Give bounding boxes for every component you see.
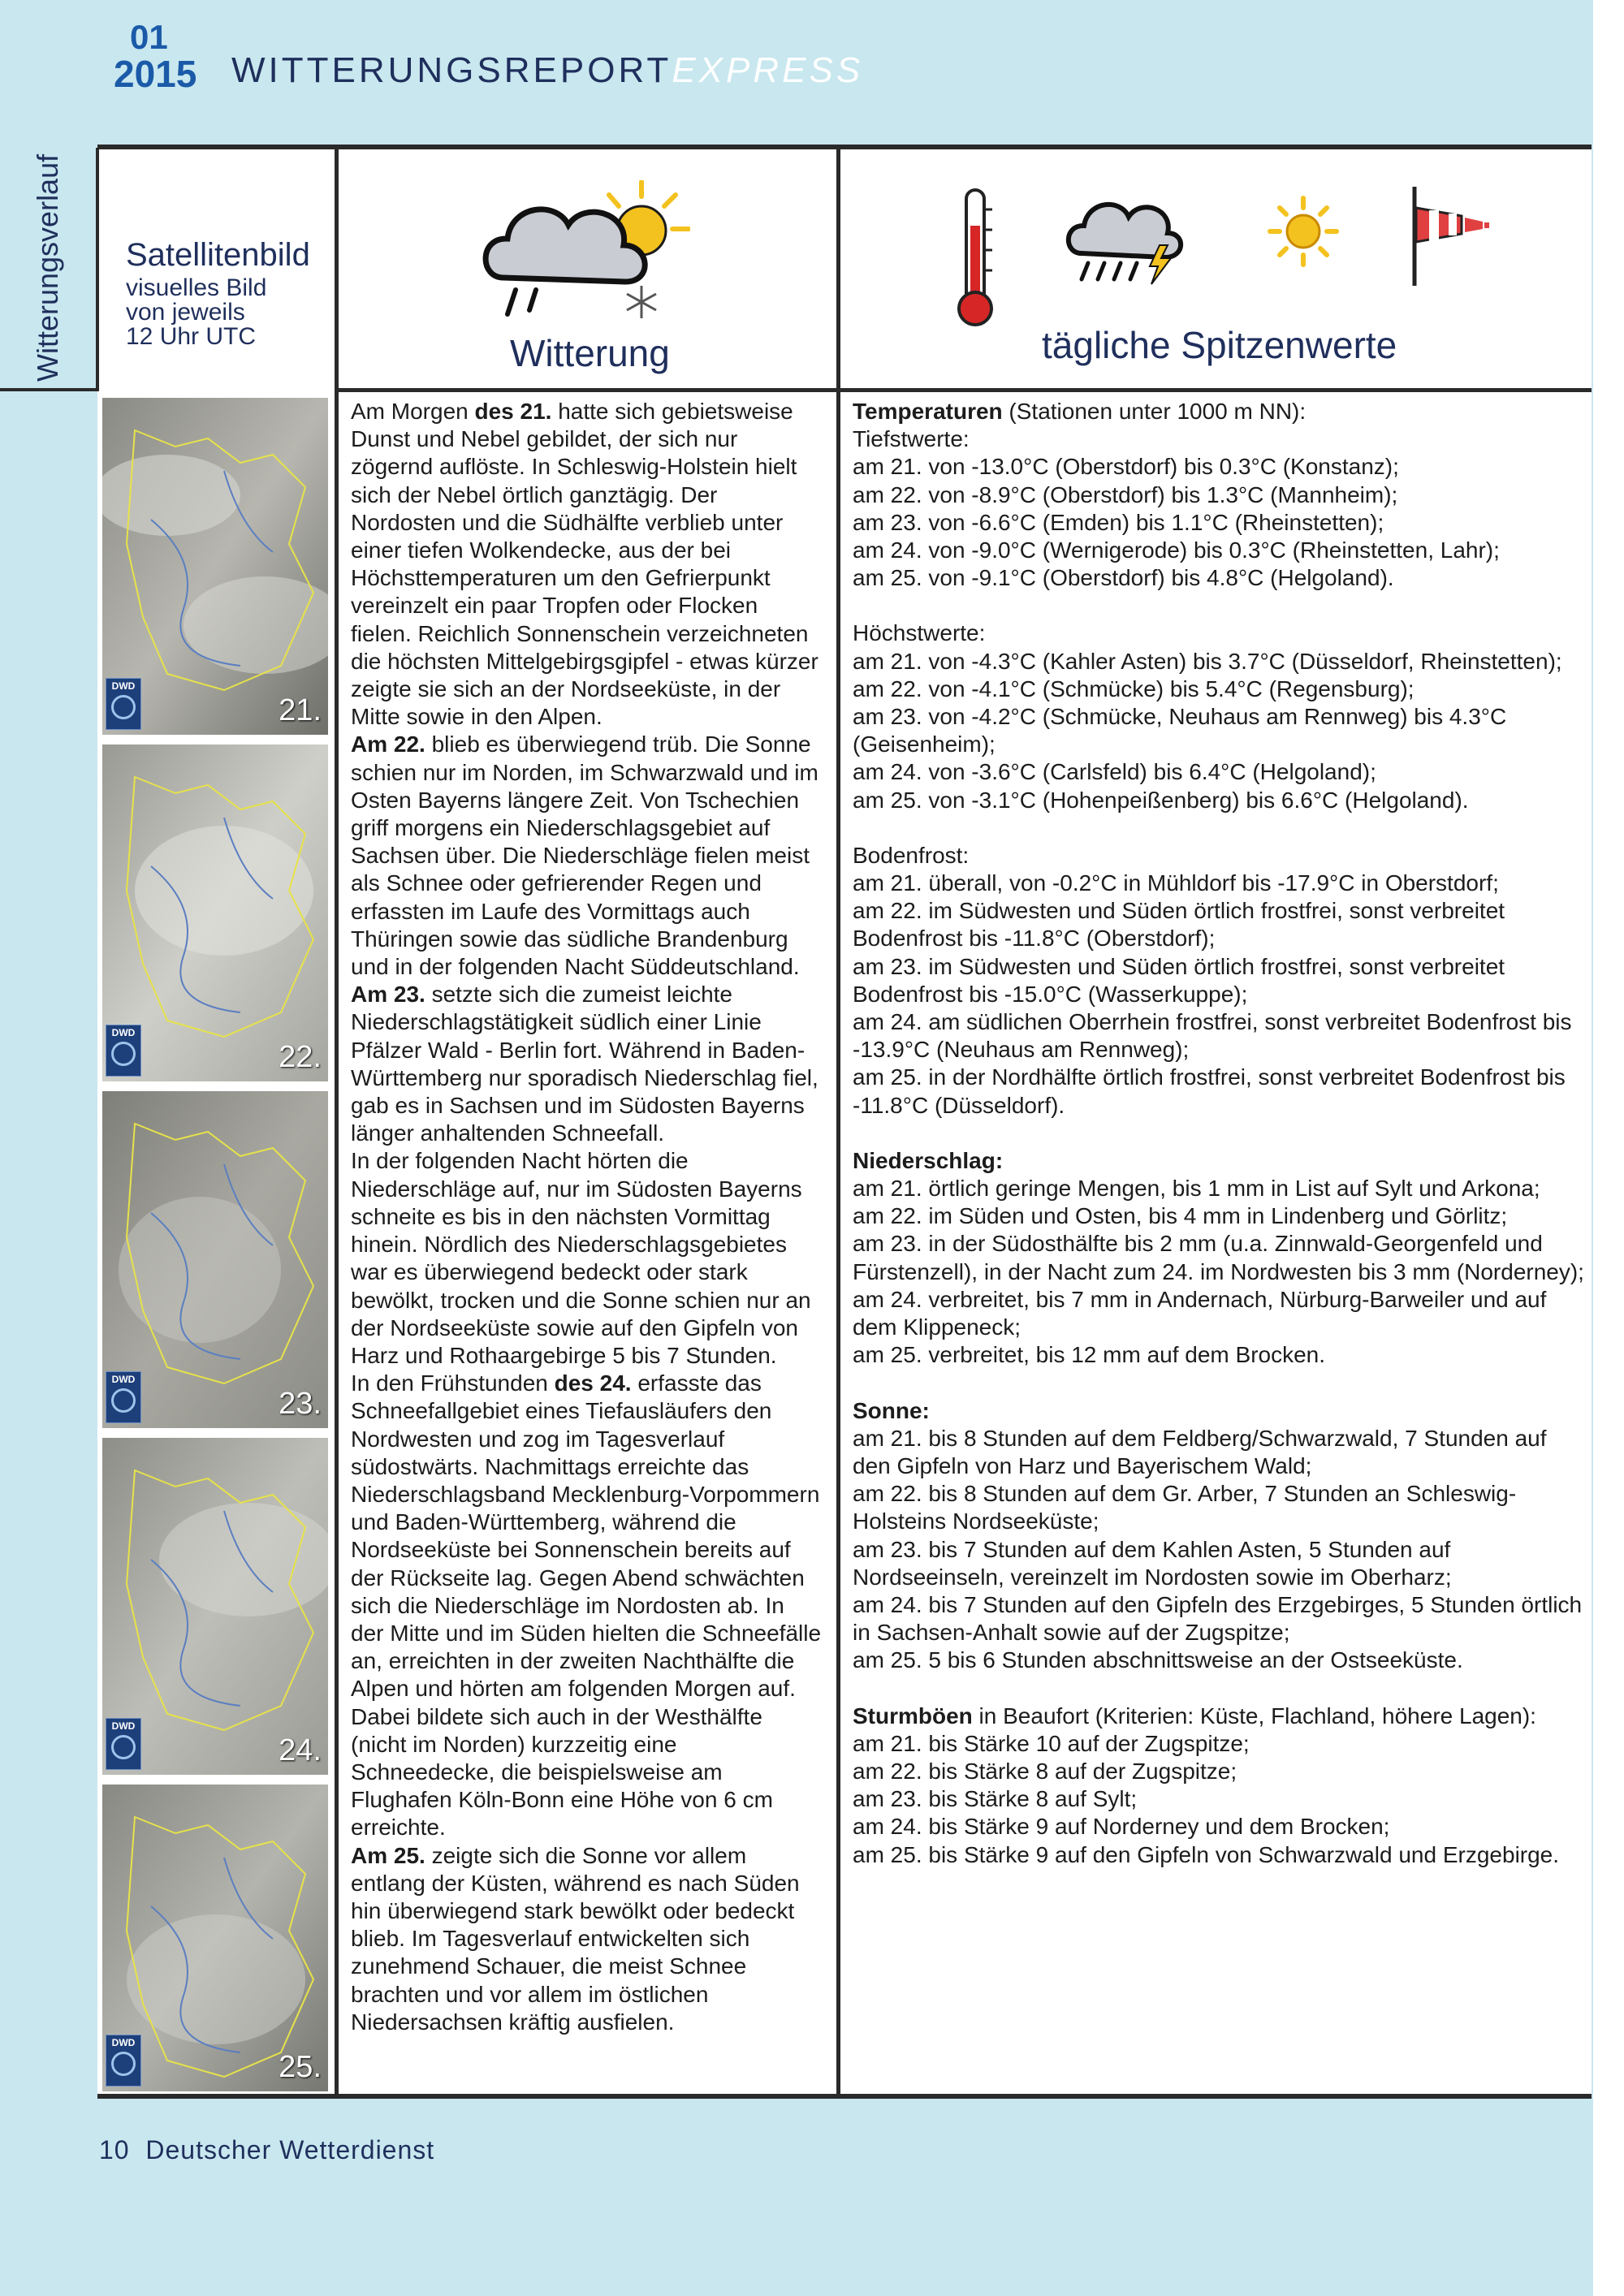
peaks-line: am 21. überall, von -0.2°C in Mühldorf bis -17.9°C in Oberstdorf; [853, 870, 1499, 896]
report-title-main: WITTERUNGSREPORT [231, 50, 672, 90]
satellite-title: Satellitenbild [126, 237, 310, 273]
thermometer-icon [948, 185, 1005, 331]
weather-paragraph [351, 981, 822, 1147]
weather-paragraph [351, 1842, 822, 2036]
report-title [231, 50, 863, 91]
peaks-line: am 23. von -4.2°C (Schmücke, Neuhaus am Rennweg) bis 4.3°C (Geisenheim); [853, 704, 1507, 757]
peaks-line: am 22. von -4.1°C (Schmücke) bis 5.4°C (Regensburg); [853, 675, 1415, 701]
satellite-image-24 [102, 1438, 328, 1775]
peaks-line: am 24. verbreitet, bis 7 mm in Andernach, Nürburg-Barweiler und auf dem Klippeneck; [853, 1286, 1547, 1340]
peaks-line: am 23. von -6.6°C (Emden) bis 1.1°C (Rheinstetten); [853, 509, 1384, 535]
issue-number: 01 [130, 18, 168, 56]
satellite-image-23 [102, 1091, 328, 1428]
satellite-image-21 [102, 398, 328, 735]
dwd-logo: DWD [106, 1371, 141, 1423]
dwd-logo: DWD [106, 678, 141, 730]
side-label-rule [0, 388, 99, 391]
peaks-block [853, 842, 1587, 1120]
block-spacer [853, 592, 1587, 619]
weather-paragraph [351, 1147, 822, 1370]
satellite-day-label: 24. [279, 1733, 322, 1767]
peaks-line: am 21. von -4.3°C (Kahler Asten) bis 3.7°C (Düsseldorf, Rheinstetten); [853, 648, 1562, 674]
peaks-block [853, 1703, 1587, 1869]
satellite-day-label: 25. [279, 2050, 322, 2084]
peaks-line: am 23. in der Südosthälfte bis 2 mm (u.a. Zinnwald-Georgenfeld und Fürstenzell), in der Nacht zum 24. im Nordwesten bis 3 mm (Norderney); [853, 1231, 1584, 1284]
block-spacer [853, 1370, 1587, 1397]
weather-text [351, 398, 822, 2036]
peaks-heading-suffix: in Beaufort (Kriterien: Küste, Flachland, höhere Lagen): [972, 1703, 1536, 1728]
weather-day-highlight: des 24. [554, 1370, 632, 1396]
weather-text-segment: hatte sich gebietsweise Dunst und Nebel gebildet, der sich nur zögernd auflöste. In Schleswig-Holstein hielt sich der Nebel örtlich ganztägig. Der Nordosten und die Südhälfte verblieb unter einer tiefen Wolkendecke, aus der bei Höchsttemperaturen um den Gefrierpunkt vereinzelt ein paar Tropfen oder Flocken fielen. Reichlich Sonnenschein verzeichneten die höchsten Mittelgebirgsgipfel - etwas kürzer zeigte sie sich an der Nordseeküste, in der Mitte sowie in den Alpen. [351, 399, 818, 730]
peaks-line: am 21. bis Stärke 10 auf der Zugspitze; [853, 1730, 1250, 1756]
peaks-text [853, 398, 1587, 1869]
peaks-line: am 23. im Südwesten und Süden örtlich frostfrei, sonst verbreitet Bodenfrost bis -15.0°C (Wasserkuppe); [853, 953, 1505, 1007]
satellite-subtitle-line: visuelles Bild [126, 274, 267, 301]
weather-day-highlight: des 21. [474, 399, 552, 424]
peaks-block [853, 1147, 1587, 1370]
peaks-line: am 25. 5 bis 6 Stunden abschnittsweise an der Ostseeküste. [853, 1647, 1463, 1673]
peaks-line: am 23. bis Stärke 8 auf Sylt; [853, 1786, 1138, 1812]
peaks-block-heading [853, 1703, 1587, 1730]
dwd-logo: DWD [106, 1025, 141, 1077]
peaks-block-heading [853, 1147, 1587, 1175]
peaks-column-title: tägliche Spitzenwerte [1042, 324, 1397, 366]
weather-text-segment: zeigte sich die Sonne vor allem entlang der Küsten, während es nach Süden hin überwiegend stark bewölkt oder bedeckt blieb. Im Tagesverlauf entwickelten sich zunehmend Schauer, die meist Schnee brachten und vor allem im östlichen Niedersachsen kräftig ausfielen. [351, 1842, 800, 2035]
peaks-line: am 22. bis 8 Stunden auf dem Gr. Arber, 7 Stunden an Schleswig-Holsteins Nordseeküste; [853, 1481, 1517, 1534]
satellite-day-label: 23. [279, 1387, 322, 1421]
peaks-header-rule [836, 388, 1592, 392]
weather-text-segment: blieb es überwiegend trüb. Die Sonne schien nur im Norden, im Schwarzwald und im Osten Bayerns längere Zeit. Von Tschechien griff morgens ein Niederschlagsgebiet auf Sachsen über. Die Niederschläge fielen meist als Schnee oder gefrierender Regen und erfassten im Laufe des Vormittags auch Thüringen sowie das südliche Brandenburg und in der folgenden Nacht Süddeutschland. [351, 732, 818, 980]
peaks-line: Höchstwerte: [853, 620, 986, 646]
publisher-name: Deutscher Wetterdienst [145, 2135, 435, 2164]
satellite-subtitle [126, 276, 266, 349]
weather-paragraph [351, 731, 822, 981]
weather-paragraph [351, 398, 822, 731]
block-spacer [853, 1675, 1587, 1703]
weather-paragraph [351, 1370, 822, 1841]
peaks-block [853, 398, 1587, 592]
weather-text-segment: In der folgenden Nacht hörten die Niederschläge auf, nur im Südosten Bayerns schneite es bis in den nächsten Vormittag hinein. Nördlich des Niederschlagsgebietes war es überwiegend bedeckt oder stark bewölkt, trocken und die Sonne schien nur an der Nordseeküste sowie auf den Gipfeln von Harz und Rothaargebirge 5 bis 7 Stunden. [351, 1148, 811, 1368]
satellite-day-label: 22. [279, 1040, 322, 1074]
peaks-line: am 24. bis 7 Stunden auf den Gipfeln des Erzgebirges, 5 Stunden örtlich in Sachsen-Anhalt sowie auf der Zugspitze; [853, 1591, 1583, 1646]
peaks-line: am 21. örtlich geringe Mengen, bis 1 mm in List auf Sylt und Arkona; [853, 1176, 1540, 1202]
weather-day-highlight: Am 23. [351, 982, 425, 1008]
column-divider-1 [335, 149, 339, 2094]
peaks-line: am 22. von -8.9°C (Oberstdorf) bis 1.3°C (Mannheim); [853, 481, 1398, 507]
peaks-line: am 24. von -9.0°C (Wernigerode) bis 0.3°C (Rheinstetten, Lahr); [853, 537, 1500, 563]
peaks-line: am 25. verbreitet, bis 12 mm auf dem Brocken. [853, 1342, 1326, 1368]
dwd-logo: DWD [106, 2035, 141, 2087]
peaks-line: am 25. von -9.1°C (Oberstdorf) bis 4.8°C (Helgoland). [853, 565, 1394, 591]
weather-text-segment: Am Morgen [351, 399, 475, 424]
issue-year: 2015 [114, 53, 197, 95]
weather-text-segment: In den Frühstunden [351, 1370, 555, 1396]
satellite-image-25 [102, 1785, 328, 2091]
windsock-icon [1405, 183, 1494, 289]
peaks-line: am 23. bis 7 Stunden auf dem Kahlen Asten, 5 Stunden auf Nordseeinseln, vereinzelt im Nordosten sowie im Oberharz; [853, 1536, 1452, 1590]
satellite-subtitle-line: von jeweils [126, 299, 245, 326]
side-label: Witterungsverlauf [31, 153, 64, 382]
peaks-line: am 24. am südlichen Oberrhein frostfrei, sonst verbreitet Bodenfrost bis -13.9°C (Neuhaus am Rennweg); [853, 1009, 1572, 1063]
weather-text-segment: setzte sich die zumeist leichte Niederschlagstätigkeit südlich einer Linie Pfälzer Wald - Berlin fort. Während in Baden-Württemberg nur sporadisch Niederschlag fiel, gab es in Sachsen und im Südosten Bayerns länger anhaltenden Schneefall. [351, 982, 818, 1146]
peaks-block-heading [853, 1397, 1587, 1425]
peaks-line: am 22. im Süden und Osten, bis 4 mm in Lindenberg und Görlitz; [853, 1203, 1508, 1229]
dwd-logo: DWD [106, 1718, 141, 1770]
peaks-line: am 25. bis Stärke 9 auf den Gipfeln von Schwarzwald und Erzgebirge. [853, 1841, 1560, 1867]
peaks-heading-label: Niederschlag: [853, 1147, 1004, 1173]
weather-day-highlight: Am 25. [351, 1842, 425, 1868]
peaks-block [853, 1397, 1587, 1675]
peaks-block [853, 619, 1587, 814]
peaks-line: am 22. im Südwesten und Süden örtlich frostfrei, sonst verbreitet Bodenfrost bis -11.8°C (Oberstdorf); [853, 898, 1505, 952]
report-title-express: EXPRESS [672, 50, 864, 90]
peaks-line: Tiefstwerte: [853, 426, 970, 452]
peaks-block-heading [853, 398, 1587, 425]
weather-column-title: Witterung [510, 332, 670, 374]
peaks-line: am 25. in der Nordhälfte örtlich frostfrei, sonst verbreitet Bodenfrost bis -11.8°C (Düsseldorf). [853, 1064, 1566, 1118]
satellite-day-label: 21. [279, 693, 322, 727]
peaks-heading-suffix: (Stationen unter 1000 m NN): [1002, 399, 1307, 424]
block-spacer [853, 1120, 1587, 1147]
satellite-image-22 [102, 744, 328, 1081]
cloud-sun-snow-icon [479, 180, 690, 326]
footer-rule [97, 2094, 1592, 2099]
column-divider-2 [836, 149, 840, 2094]
peaks-line: am 24. bis Stärke 9 auf Norderney und dem Brocken; [853, 1814, 1390, 1840]
side-divider [96, 148, 99, 391]
page-number: 10 [99, 2135, 130, 2164]
peaks-line: am 21. von -13.0°C (Oberstdorf) bis 0.3°C (Konstanz); [853, 454, 1399, 480]
peaks-line: am 22. bis Stärke 8 auf der Zugspitze; [853, 1758, 1237, 1784]
weather-day-highlight: Am 22. [351, 732, 425, 757]
peaks-heading-label: Temperaturen [853, 399, 1003, 424]
sun-icon [1267, 195, 1340, 268]
peaks-line: Bodenfrost: [853, 842, 970, 868]
block-spacer [853, 814, 1587, 842]
peaks-line: am 21. bis 8 Stunden auf dem Feldberg/Schwarzwald, 7 Stunden auf den Gipfeln von Harz und Bayerischem Wald; [853, 1425, 1547, 1478]
weather-text-segment: erfasste das Schneefallgebiet eines Tiefausläufers den Nordwesten und zog im Tagesverlauf südostwärts. Nachmittags erreichte das Niederschlagsband Mecklenburg-Vorpommern und Baden-Württemberg, während die Nordseeküste bei Sonnenschein bereits auf der Rückseite lag. Gegen Abend schwächten sich die Niederschläge im Nordosten ab. In der Mitte und im Süden hielten die Schneefälle an, erreichten in der zweiten Nachthälfte die Alpen und hörten am folgenden Morgen auf. Dabei bildete sich auch in der Westhälfte (nicht im Norden) kurzzeitig eine Schneedecke, die beispielsweise am Flughafen Köln-Bonn eine Höhe von 6 cm erreichte. [351, 1370, 822, 1841]
page-footer [99, 2135, 434, 2165]
satellite-subtitle-line: 12 Uhr UTC [126, 323, 257, 350]
peaks-line: am 24. von -3.6°C (Carlsfeld) bis 6.4°C (Helgoland); [853, 759, 1376, 785]
peaks-line: am 25. von -3.1°C (Hohenpeißenberg) bis 6.6°C (Helgoland). [853, 787, 1469, 813]
weather-header-rule [335, 388, 840, 392]
peaks-heading-label: Sturmböen [853, 1703, 973, 1728]
peaks-heading-label: Sonne: [853, 1397, 930, 1423]
thunderstorm-cloud-icon [1064, 188, 1186, 286]
page-margin-strip [1593, 0, 1624, 2296]
